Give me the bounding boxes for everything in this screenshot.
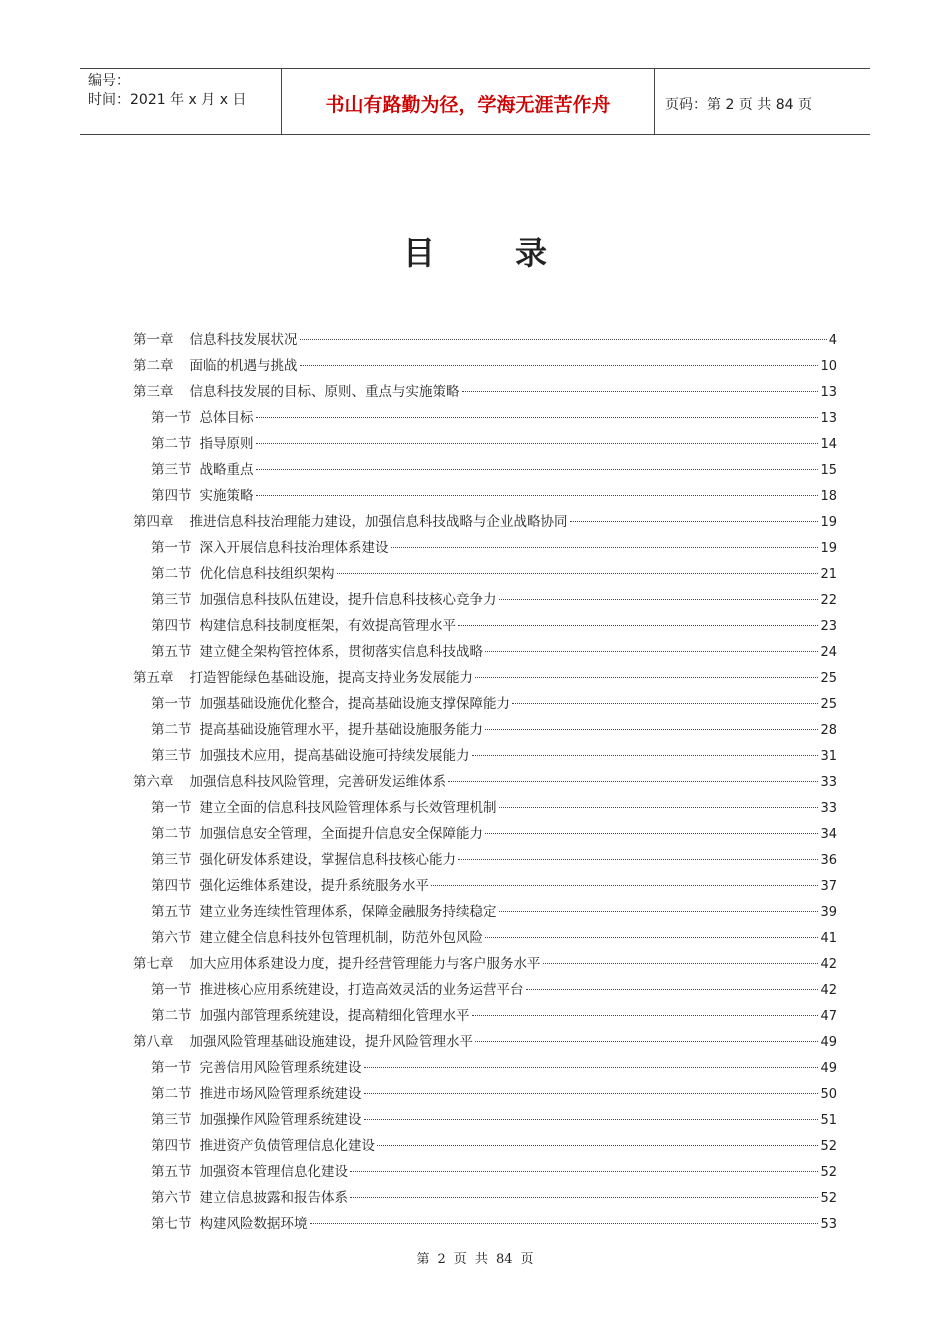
- toc-chapter-entry[interactable]: [133, 509, 837, 535]
- toc-dot-leader: [526, 989, 819, 990]
- toc-entry-number: 第三节: [151, 1112, 192, 1128]
- toc-section-entry[interactable]: [133, 899, 837, 925]
- toc-section-entry[interactable]: [133, 717, 837, 743]
- toc-entry-title: 加强技术应用，提高基础设施可持续发展能力: [199, 748, 470, 764]
- toc-entry-page: 47: [820, 1009, 837, 1024]
- toc-entry-title: 建立信息披露和报告体系: [199, 1190, 348, 1206]
- toc-entry-number: 第二章: [133, 358, 174, 374]
- toc-dot-leader: [350, 1197, 818, 1198]
- toc-entry-number: 第六节: [151, 930, 192, 946]
- toc-dot-leader: [499, 911, 819, 912]
- toc-entry-number: 第四章: [133, 514, 174, 530]
- toc-dot-leader: [472, 755, 819, 756]
- toc-dot-leader: [485, 651, 818, 652]
- toc-entry-number: 第三章: [133, 384, 174, 400]
- toc-dot-leader: [310, 1223, 819, 1224]
- toc-entry-title: 建立业务连续性管理体系，保障金融服务持续稳定: [199, 904, 497, 920]
- footer-mid: 页 共: [453, 1252, 488, 1267]
- footer-current-page: 2: [437, 1252, 446, 1267]
- toc-entry-number: 第二节: [151, 1086, 192, 1102]
- toc-entry-page: 42: [820, 957, 837, 972]
- toc-dot-leader: [475, 677, 818, 678]
- toc-section-entry[interactable]: [133, 847, 837, 873]
- toc-dot-leader: [485, 729, 818, 730]
- toc-entry-title: 提高基础设施管理水平，提升基础设施服务能力: [199, 722, 483, 738]
- toc-entry-number: 第五节: [151, 904, 192, 920]
- toc-entry-page: 31: [820, 749, 837, 764]
- toc-section-entry[interactable]: [133, 1133, 837, 1159]
- toc-entry-number: 第二节: [151, 1008, 192, 1024]
- toc-entry-title: 加大应用体系建设力度，提升经营管理能力与客户服务水平: [189, 956, 541, 972]
- toc-entry-title: 信息科技发展状况: [189, 332, 298, 348]
- toc-entry-page: 13: [820, 411, 837, 426]
- document-number-label: 编号：: [88, 73, 130, 89]
- footer-total-pages: 84: [495, 1252, 513, 1267]
- toc-section-entry[interactable]: [133, 1185, 837, 1211]
- toc-entry-page: 53: [820, 1217, 837, 1232]
- toc-entry-page: 49: [820, 1061, 837, 1076]
- toc-section-entry[interactable]: [133, 587, 837, 613]
- toc-section-entry[interactable]: [133, 457, 837, 483]
- toc-entry-title: 建立健全架构管控体系，贯彻落实信息科技战略: [199, 644, 483, 660]
- toc-entry-page: 18: [820, 489, 837, 504]
- toc-entry-page: 4: [828, 333, 837, 348]
- toc-chapter-entry[interactable]: [133, 665, 837, 691]
- toc-entry-number: 第一节: [151, 1060, 192, 1076]
- toc-dot-leader: [256, 443, 819, 444]
- toc-entry-page: 42: [820, 983, 837, 998]
- toc-dot-leader: [472, 1015, 819, 1016]
- header-meta: [80, 69, 282, 134]
- toc-dot-leader: [256, 417, 819, 418]
- toc-dot-leader: [300, 339, 827, 340]
- toc-section-entry[interactable]: [133, 1055, 837, 1081]
- toc-entry-page: 33: [820, 775, 837, 790]
- toc-section-entry[interactable]: [133, 1003, 837, 1029]
- toc-entry-number: 第五章: [133, 670, 174, 686]
- toc-entry-number: 第四节: [151, 488, 192, 504]
- toc-dot-leader: [485, 833, 818, 834]
- toc-dot-leader: [364, 1093, 819, 1094]
- toc-entry-number: 第一节: [151, 410, 192, 426]
- toc-entry-title: 加强信息科技队伍建设，提升信息科技核心竞争力: [199, 592, 497, 608]
- toc-entry-number: 第一节: [151, 696, 192, 712]
- toc-entry-page: 39: [820, 905, 837, 920]
- toc-section-entry[interactable]: [133, 691, 837, 717]
- toc-entry-number: 第三节: [151, 748, 192, 764]
- toc-dot-leader: [485, 937, 818, 938]
- toc-dot-leader: [458, 859, 818, 860]
- page-header: [80, 68, 870, 135]
- toc-entry-title: 构建信息科技制度框架，有效提高管理水平: [199, 618, 456, 634]
- toc-entry-title: 完善信用风险管理系统建设: [199, 1060, 362, 1076]
- toc-dot-leader: [364, 1119, 819, 1120]
- toc-entry-page: 52: [820, 1139, 837, 1154]
- toc-section-entry[interactable]: [133, 873, 837, 899]
- toc-title: 目录: [402, 234, 627, 272]
- toc-dot-leader: [512, 703, 818, 704]
- toc-entry-number: 第四节: [151, 1138, 192, 1154]
- toc-entry-page: 49: [820, 1035, 837, 1050]
- toc-section-entry[interactable]: [133, 821, 837, 847]
- toc-entry-title: 加强资本管理信息化建设: [199, 1164, 348, 1180]
- toc-entry-title: 推进资产负债管理信息化建设: [199, 1138, 375, 1154]
- toc-entry-page: 34: [820, 827, 837, 842]
- toc-entry-number: 第五节: [151, 1164, 192, 1180]
- toc-entry-page: 10: [820, 359, 837, 374]
- toc-entry-title: 信息科技发展的目标、原则、重点与实施策略: [189, 384, 460, 400]
- footer-prefix: 第: [416, 1252, 430, 1267]
- toc-entry-page: 33: [820, 801, 837, 816]
- toc-entry-title: 强化研发体系建设，掌握信息科技核心能力: [199, 852, 456, 868]
- document-time-label: 时间：2021 年 x 月 x 日: [88, 92, 247, 108]
- toc-entry-title: 优化信息科技组织架构: [199, 566, 335, 582]
- toc-section-entry[interactable]: [133, 1107, 837, 1133]
- toc-entry-title: 实施策略: [199, 488, 254, 504]
- toc-entry-title: 指导原则: [199, 436, 254, 452]
- toc-entry-title: 打造智能绿色基础设施，提高支持业务发展能力: [189, 670, 473, 686]
- toc-entry-title: 推进市场风险管理系统建设: [199, 1086, 362, 1102]
- toc-entry-title: 推进核心应用系统建设，打造高效灵活的业务运营平台: [199, 982, 524, 998]
- toc-entry-number: 第七章: [133, 956, 174, 972]
- toc-section-entry[interactable]: [133, 1081, 837, 1107]
- toc-entry-number: 第三节: [151, 852, 192, 868]
- toc-entry-number: 第二节: [151, 826, 192, 842]
- toc-dot-leader: [570, 521, 819, 522]
- toc-entry-number: 第五节: [151, 644, 192, 660]
- toc-entry-page: 19: [820, 515, 837, 530]
- toc-chapter-entry[interactable]: [133, 327, 837, 353]
- toc-entry-number: 第一节: [151, 982, 192, 998]
- page-footer: [0, 1248, 950, 1267]
- toc-chapter-entry[interactable]: [133, 951, 837, 977]
- toc-dot-leader: [256, 469, 819, 470]
- toc-entry-title: 构建风险数据环境: [199, 1216, 308, 1232]
- toc-entry-number: 第六节: [151, 1190, 192, 1206]
- header-page-info: 页码：第 2 页 共 84 页: [665, 96, 812, 113]
- toc-entry-number: 第三节: [151, 592, 192, 608]
- toc-entry-page: 24: [820, 645, 837, 660]
- toc-entry-page: 52: [820, 1191, 837, 1206]
- toc-dot-leader: [448, 781, 818, 782]
- toc-entry-page: 13: [820, 385, 837, 400]
- toc-section-entry[interactable]: [133, 639, 837, 665]
- toc-section-entry[interactable]: [133, 431, 837, 457]
- toc-entry-number: 第二节: [151, 436, 192, 452]
- toc-entry-number: 第八章: [133, 1034, 174, 1050]
- toc-entry-page: 22: [820, 593, 837, 608]
- toc-section-entry[interactable]: [133, 535, 837, 561]
- toc-entry-page: 51: [820, 1113, 837, 1128]
- toc-chapter-entry[interactable]: [133, 769, 837, 795]
- toc-section-entry[interactable]: [133, 405, 837, 431]
- toc-entry-page: 52: [820, 1165, 837, 1180]
- toc-entry-page: 37: [820, 879, 837, 894]
- toc-entry-page: 36: [820, 853, 837, 868]
- toc-dot-leader: [350, 1171, 818, 1172]
- toc-entry-page: 19: [820, 541, 837, 556]
- toc-section-entry[interactable]: [133, 795, 837, 821]
- toc-dot-leader: [475, 1041, 818, 1042]
- toc-entry-number: 第六章: [133, 774, 174, 790]
- toc-dot-leader: [431, 885, 818, 886]
- toc-entry-title: 加强基础设施优化整合，提高基础设施支撑保障能力: [199, 696, 510, 712]
- toc-entry-title: 加强操作风险管理系统建设: [199, 1112, 362, 1128]
- toc-entry-title: 面临的机遇与挑战: [189, 358, 298, 374]
- toc-entry-page: 25: [820, 697, 837, 712]
- toc-entry-title: 总体目标: [199, 410, 254, 426]
- toc-entry-number: 第四节: [151, 878, 192, 894]
- toc-dot-leader: [377, 1145, 818, 1146]
- toc-entry-title: 加强风险管理基础设施建设，提升风险管理水平: [189, 1034, 473, 1050]
- toc-section-entry[interactable]: [133, 561, 837, 587]
- toc-dot-leader: [300, 365, 819, 366]
- toc-entry-number: 第七节: [151, 1216, 192, 1232]
- toc-entry-number: 第一章: [133, 332, 174, 348]
- toc-section-entry[interactable]: [133, 613, 837, 639]
- toc-dot-leader: [543, 963, 819, 964]
- toc-chapter-entry[interactable]: [133, 353, 837, 379]
- toc-section-entry[interactable]: [133, 483, 837, 509]
- toc-entry-page: 14: [820, 437, 837, 452]
- footer-suffix: 页: [520, 1252, 534, 1267]
- toc-chapter-entry[interactable]: [133, 1029, 837, 1055]
- toc-section-entry[interactable]: [133, 925, 837, 951]
- toc-entry-number: 第一节: [151, 800, 192, 816]
- toc-entry-page: 15: [820, 463, 837, 478]
- toc-entry-number: 第三节: [151, 462, 192, 478]
- toc-dot-leader: [364, 1067, 819, 1068]
- toc-section-entry[interactable]: [133, 743, 837, 769]
- toc-entry-title: 强化运维体系建设，提升系统服务水平: [199, 878, 429, 894]
- toc-entry-number: 第二节: [151, 566, 192, 582]
- toc-entry-title: 加强信息科技风险管理，完善研发运维体系: [189, 774, 446, 790]
- toc-section-entry[interactable]: [133, 977, 837, 1003]
- toc-entry-title: 战略重点: [199, 462, 254, 478]
- toc-section-entry[interactable]: [133, 1159, 837, 1185]
- toc-entry-number: 第二节: [151, 722, 192, 738]
- toc-entry-title: 加强内部管理系统建设，提高精细化管理水平: [199, 1008, 470, 1024]
- toc-entry-page: 28: [820, 723, 837, 738]
- toc-entry-page: 21: [820, 567, 837, 582]
- toc-entry-title: 加强信息安全管理，全面提升信息安全保障能力: [199, 826, 483, 842]
- toc-entry-title: 建立全面的信息科技风险管理体系与长效管理机制: [199, 800, 497, 816]
- toc-dot-leader: [256, 495, 819, 496]
- toc-dot-leader: [391, 547, 819, 548]
- table-of-contents: [133, 327, 837, 1237]
- toc-entry-page: 50: [820, 1087, 837, 1102]
- toc-dot-leader: [462, 391, 819, 392]
- header-motto: 书山有路勤为径，学海无涯苦作舟: [282, 69, 655, 134]
- toc-entry-title: 深入开展信息科技治理体系建设: [199, 540, 389, 556]
- toc-section-entry[interactable]: [133, 1211, 837, 1237]
- toc-entry-number: 第四节: [151, 618, 192, 634]
- toc-dot-leader: [499, 807, 819, 808]
- toc-entry-page: 41: [820, 931, 837, 946]
- toc-dot-leader: [499, 599, 819, 600]
- toc-entry-page: 25: [820, 671, 837, 686]
- toc-entry-page: 23: [820, 619, 837, 634]
- toc-dot-leader: [337, 573, 819, 574]
- toc-entry-number: 第一节: [151, 540, 192, 556]
- toc-dot-leader: [458, 625, 818, 626]
- toc-entry-title: 推进信息科技治理能力建设，加强信息科技战略与企业战略协同: [189, 514, 568, 530]
- toc-entry-title: 建立健全信息科技外包管理机制，防范外包风险: [199, 930, 483, 946]
- toc-chapter-entry[interactable]: [133, 379, 837, 405]
